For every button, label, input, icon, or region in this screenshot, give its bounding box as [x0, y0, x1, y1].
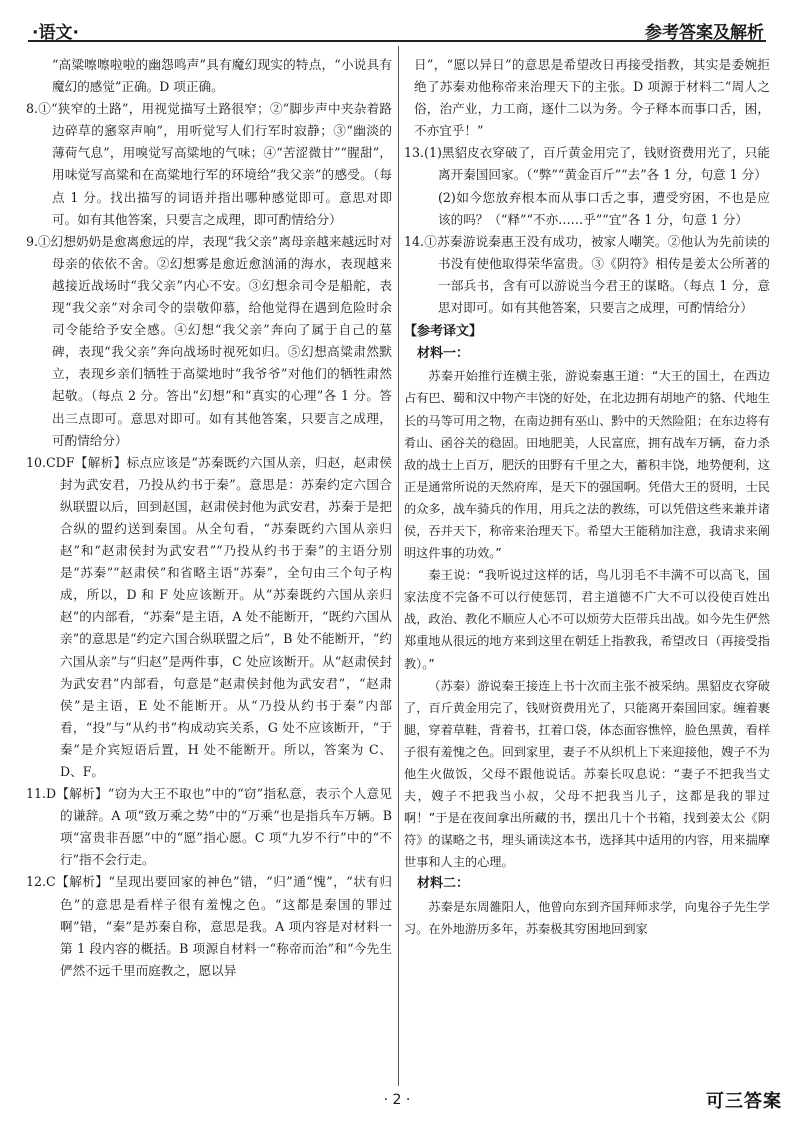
material-2-paragraph: 苏秦是东周雒阳人，他曾向东到齐国拜师求学，向鬼谷子先生学习。在外地游历多年，苏秦极其穷困地回到家 — [404, 899, 770, 936]
answer-12: 12.C【解析】“呈现出要回家的神色”错，“归”通“愧”，“状有归色”的意思是看样子很有羞愧之色。“这都是秦国的罪过啊”错，“秦”是苏秦自称，意思是我。A 项内容是对材料一第 1 段内容的概括。B 项源自材料一“称帝而治”和“今先生俨然不远千里而庭教之，愿以异 — [26, 874, 392, 978]
reference-translation — [404, 343, 770, 940]
material-1-title: 材料一： — [417, 346, 470, 362]
answer-10: 10.CDF【解析】标点应该是“苏秦既约六国从亲，归赵，赵肃侯封为武安君，乃投从约书于秦”。意思是：苏秦约定六国合纵联盟以后，回到赵国，赵肃侯封他为武安君，苏秦于是把合纵的盟约送到秦国。从全句看，“苏秦既约六国从亲归赵”和“赵肃侯封为武安君”“乃投从约书于秦”的主语分别是“苏秦”“赵肃侯”和省略主语“苏秦”，全句由三个句子构成，所以，D 和 F 处应该断开。从“苏秦既约六国从亲归赵”的内部看，“苏秦”是主语，A 处不能断开，“既约六国从亲”的意思是“约定六国合纵联盟之后”，B 处不能断开，“约六国从亲”与“归赵”是两件事，C 处应该断开。从“赵肃侯封为武安君”内部看，句意是“赵肃侯封他为武安君”，“赵肃侯”是主语，E 处不能断开。从“乃投从约书于秦”内部看，“投”与“从约书”构成动宾关系，G 处不应该断开，“于秦”是介宾短语后置，H 处不能断开。所以，答案为 C、D、F。 — [26, 454, 392, 779]
answer-8: 8.①“狭窄的土路”，用视觉描写土路很窄；②“脚步声中夹杂着路边碎草的窸窣声响”，用听觉写人们行军时寂静；③“幽淡的薄荷气息”，用嗅觉写高粱地的气味；④“苦涩微甘”“腥甜”，用味觉写高粱和在高粱地行军的环境给“我父亲”的感受。（每点 1 分。找出描写的词语并指出哪种感觉即可。意思对即可。如有其他答案，只要言之成理，即可酌情给分） — [26, 101, 392, 227]
answer-13-part1: 13.(1)黑貂皮衣穿破了，百斤黄金用完了，钱财资费用光了，只能离开秦国回家。（“弊”“黄金百斤”“去”各 1 分，句意 1 分） — [404, 145, 770, 183]
answer-continuation: “高粱嚓嚓啦啦的幽怨鸣声”具有魔幻现实的特点，“小说具有魔幻的感觉”正确。D 项正确。 — [52, 57, 392, 95]
material-2-title: 材料二： — [417, 876, 470, 892]
answer-12-continuation: 日”，“愿以异日”的意思是希望改日再接受指教，其实是委婉拒绝了苏秦劝他称帝来治理天下的主张。D 项源于材料二“周人之俗，治产业，力工商，逐什二以为务。今子释本而事口舌，困，不亦宜乎！” — [414, 57, 770, 139]
reference-translation-title: 【参考译文】 — [404, 324, 483, 340]
answer-14: 14.①苏秦游说秦惠王没有成功，被家人嘲笑。②他认为先前读的书没有使他取得荣华富贵。③《阴符》相传是姜太公所著的一部兵书，含有可以游说当今君王的谋略。（每点 1 分，意思对即可。如有其他答案，只要言之成理，可酌情给分） — [404, 233, 770, 316]
watermark-logo: 可三答案 — [706, 1091, 782, 1112]
material-1-paragraph: 苏秦开始推行连横主张，游说秦惠王道：“大王的国土，在西边占有巴、蜀和汉中物产丰饶的好处，在北边拥有胡地产的貉、代地生长的马等可用之物，在南边拥有巫山、黔中的天然险阻；在东边将有肴山、函谷关的稳固。田地肥美，人民富庶，拥有战车万辆，奋力杀敌的战士上百万，肥沃的田野有千里之大，蓄积丰饶，地势便利，这正是通常所说的天然府库，是天下的强国啊。凭借大王的贤明，士民的众多，战车骑兵的作用，用兵之法的教练，可以凭借这些来兼并诸侯，吞并天下，称帝来治理天下。希望大王能稍加注意，我请求来阐明这件事的功效。” — [404, 369, 770, 561]
material-1-paragraph: （苏秦）游说秦王接连上书十次而主张不被采纳。黑貂皮衣穿破了，百斤黄金用完了，钱财资费用光了，只能离开秦国回家。缠着裹腿，穿着草鞋，背着书，扛着口袋，体态面容憔悴，脸色黑黄，看样子很有羞愧之色。回到家里，妻子不从织机上下来迎接他，嫂子不为他生火做饭，父母不跟他说话。苏秦长叹息说：“妻子不把我当丈夫，嫂子不把我当小叔，父母不把我当儿子，这都是我的罪过啊！”于是在夜间拿出所藏的书，摆出几十个书箱，找到姜太公《阴符》的谋略之书，埋头诵读这本书，选择其中适用的内容，用来揣摩世事和人主的心理。 — [404, 678, 770, 870]
answer-9: 9.①幻想奶奶是愈离愈远的岸，表现“我父亲”离母亲越来越远时对母亲的依依不舍。②幻想雾是愈近愈汹涌的海水，表现越来越接近战场时“我父亲”内心不安。③幻想余司令是船舵，表现“我父亲”对余司令的崇敬仰慕，给他觉得在遇到危险时余司令能给予安全感。④幻想“我父亲”奔向了属于自己的墓碑，表现“我父亲”奔向战场时视死如归。⑤幻想高粱肃然默立，表现乡亲们牺牲于高粱地时“我爷爷”对他们的牺牲肃然起敬。（每点 2 分。答出“幻想”和“真实的心理”各 1 分。答出三点即可。意思对即可。如有其他答案，只要言之成理，可酌情给分） — [26, 233, 392, 448]
left-column — [26, 54, 392, 982]
column-divider — [398, 46, 399, 1086]
answer-11: 11.D【解析】“窃为大王不取也”中的“窃”指私意，表示个人意见的谦辞。A 项“致万乘之势”中的“万乘”也是指兵车万辆。B 项“富贵非吾愿”中的“愿”指心愿。C 项“九岁不行”中的“不行”指不会行走。 — [26, 786, 392, 868]
material-1-paragraph: 秦王说：“我听说过这样的话，鸟儿羽毛不丰满不可以高飞，国家法度不完备不可以行使惩罚，君主道德不广大不可以役使百姓出战，政治、教化不顺应人心不可以烦劳大臣带兵出战。如今先生俨然郑重地从很远的地方来到这里在朝廷上指教我，希望改日（再接受指教）。” — [404, 568, 770, 671]
answer-13-part2: (2)如今您放弃根本而从事口舌之事，遭受穷困，不也是应该的吗？（“释”“不亦……乎”“宜”各 1 分，句意 1 分） — [438, 189, 770, 227]
right-column — [404, 54, 770, 940]
section-title: 参考答案及解析 — [645, 23, 764, 43]
page-number: · 2 · — [383, 1092, 411, 1108]
subject-label: ·语文· — [32, 23, 79, 43]
page-header — [28, 14, 766, 42]
